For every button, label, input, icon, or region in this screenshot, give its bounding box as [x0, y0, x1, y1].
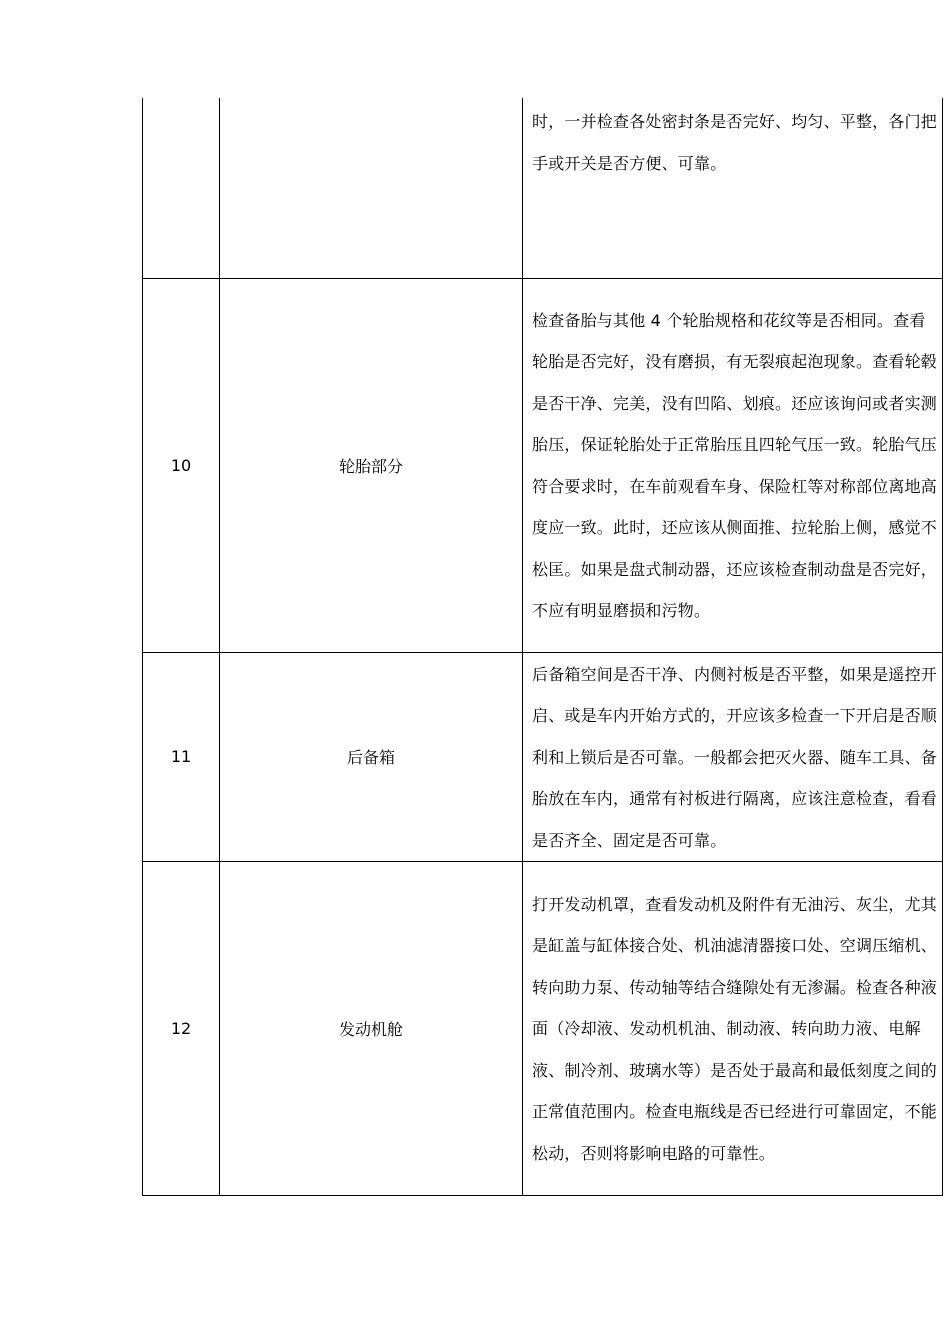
- table-row: [143, 652, 943, 862]
- row-number-cell: 11: [143, 652, 220, 862]
- row-number-cell: [143, 98, 220, 278]
- row-item-cell: 后备箱: [220, 652, 523, 862]
- row-item-cell: [220, 98, 523, 278]
- row-item-cell: 发动机舱: [220, 862, 523, 1196]
- table-row: [143, 862, 943, 1196]
- row-description-cell: 时，一并检查各处密封条是否完好、均匀、平整，各门把手或开关是否方便、可靠。: [523, 98, 943, 278]
- table-row: [143, 98, 943, 278]
- row-description-cell: 打开发动机罩，查看发动机及附件有无油污、灰尘，尤其是缸盖与缸体接合处、机油滤清器接口处、空调压缩机、转向助力泵、传动轴等结合缝隙处有无渗漏。检查各种液面（冷却液、发动机机油、制动液、转向助力液、电解液、制冷剂、玻璃水等）是否处于最高和最低刻度之间的正常值范围内。检查电瓶线是否已经进行可靠固定，不能松动，否则将影响电路的可靠性。: [523, 862, 943, 1196]
- row-item-cell: 轮胎部分: [220, 278, 523, 652]
- table-row: [143, 278, 943, 652]
- row-description-cell: 后备箱空间是否干净、内侧衬板是否平整，如果是遥控开启、或是车内开始方式的，开应该多检查一下开启是否顺利和上锁后是否可靠。一般都会把灭火器、随车工具、备胎放在车内，通常有衬板进行隔离，应该注意检查，看看是否齐全、固定是否可靠。: [523, 652, 943, 862]
- row-number-cell: 10: [143, 278, 220, 652]
- row-description-cell: 检查备胎与其他 4 个轮胎规格和花纹等是否相同。查看轮胎是否完好，没有磨损，有无裂痕起泡现象。查看轮毂是否干净、完美，没有凹陷、划痕。还应该询问或者实测胎压，保证轮胎处于正常胎压且四轮气压一致。轮胎气压符合要求时，在车前观看车身、保险杠等对称部位离地高度应一致。此时，还应该从侧面推、拉轮胎上侧，感觉不松匡。如果是盘式制动器，还应该检查制动盘是否完好，不应有明显磨损和污物。: [523, 278, 943, 652]
- row-number-cell: 12: [143, 862, 220, 1196]
- inspection-table: [142, 98, 943, 1196]
